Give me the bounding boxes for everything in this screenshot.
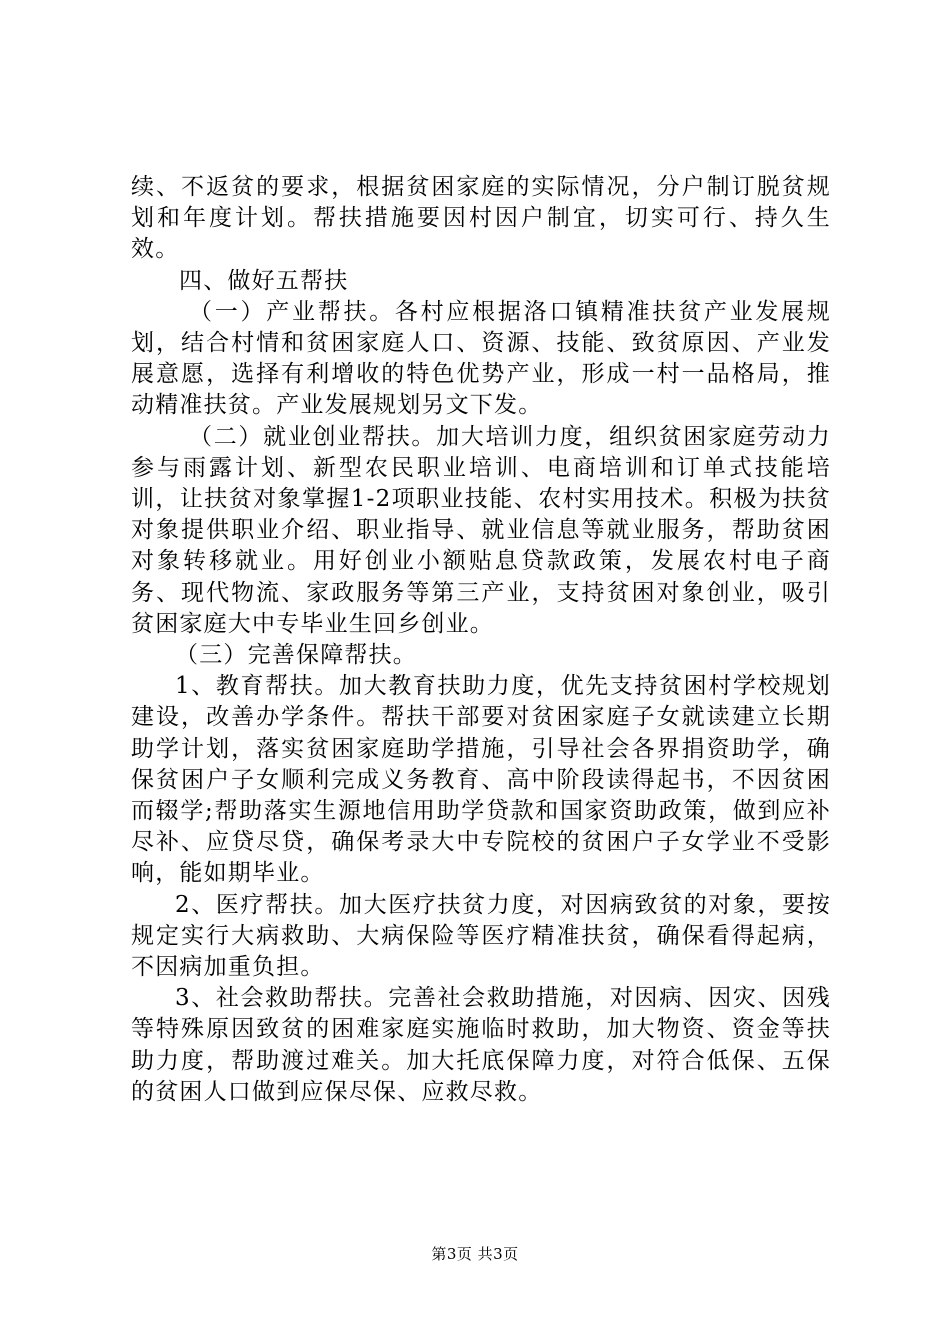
document-body [131, 172, 831, 1108]
paragraph-education-support: 1、教育帮扶。加大教育扶助力度，优先支持贫困村学校规划建设，改善办学条件。帮扶干部要对贫困家庭子女就读建立长期助学计划，落实贫困家庭助学措施，引导社会各界捐资助学，确保贫困户子女顺利完成义务教育、高中阶段读得起书，不因贫困而辍学;帮助落实生源地信用助学贷款和国家资助政策，做到应补尽补、应贷尽贷，确保考录大中专院校的贫困户子女学业不受影响，能如期毕业。 [131, 673, 831, 887]
page-footer: 第3页 共3页 [431, 1245, 519, 1263]
paragraph-industry-support: （一）产业帮扶。各村应根据洛口镇精准扶贫产业发展规划，结合村情和贫困家庭人口、资源、技能、致贫原因、产业发展意愿，选择有利增收的特色优势产业，形成一村一品格局，推动精准扶贫。产业发展规划另文下发。 [131, 298, 831, 419]
section-heading-four: 四、做好五帮扶 [179, 267, 349, 294]
paragraph-security-support-heading: （三）完善保障帮扶。 [175, 642, 417, 669]
paragraph-medical-support: 2、医疗帮扶。加大医疗扶贫力度，对因病致贫的对象，要按规定实行大病救助、大病保险等医疗精准扶贫，确保看得起病，不因病加重负担。 [131, 891, 831, 981]
paragraph-social-assistance: 3、社会救助帮扶。完善社会救助措施，对因病、因灾、因残等特殊原因致贫的困难家庭实施临时救助，加大物资、资金等扶助力度，帮助渡过难关。加大托底保障力度，对符合低保、五保的贫困人口做到应保尽保、应救尽救。 [131, 985, 831, 1105]
paragraph-employment-support: （二）就业创业帮扶。加大培训力度，组织贫困家庭劳动力参与雨露计划、新型农民职业培训、电商培训和订单式技能培训，让扶贫对象掌握1-2项职业技能、农村实用技术。积极为扶贫对象提供职业介绍、职业指导、就业信息等就业服务，帮助贫困对象转移就业。用好创业小额贴息贷款政策，发展农村电子商务、现代物流、家政服务等第三产业，支持贫困对象创业，吸引贫困家庭大中专毕业生回乡创业。 [131, 423, 831, 637]
paragraph-continuation: 续、不返贫的要求，根据贫困家庭的实际情况，分户制订脱贫规划和年度计划。帮扶措施要因村因户制宜，切实可行、持久生效。 [131, 174, 831, 263]
